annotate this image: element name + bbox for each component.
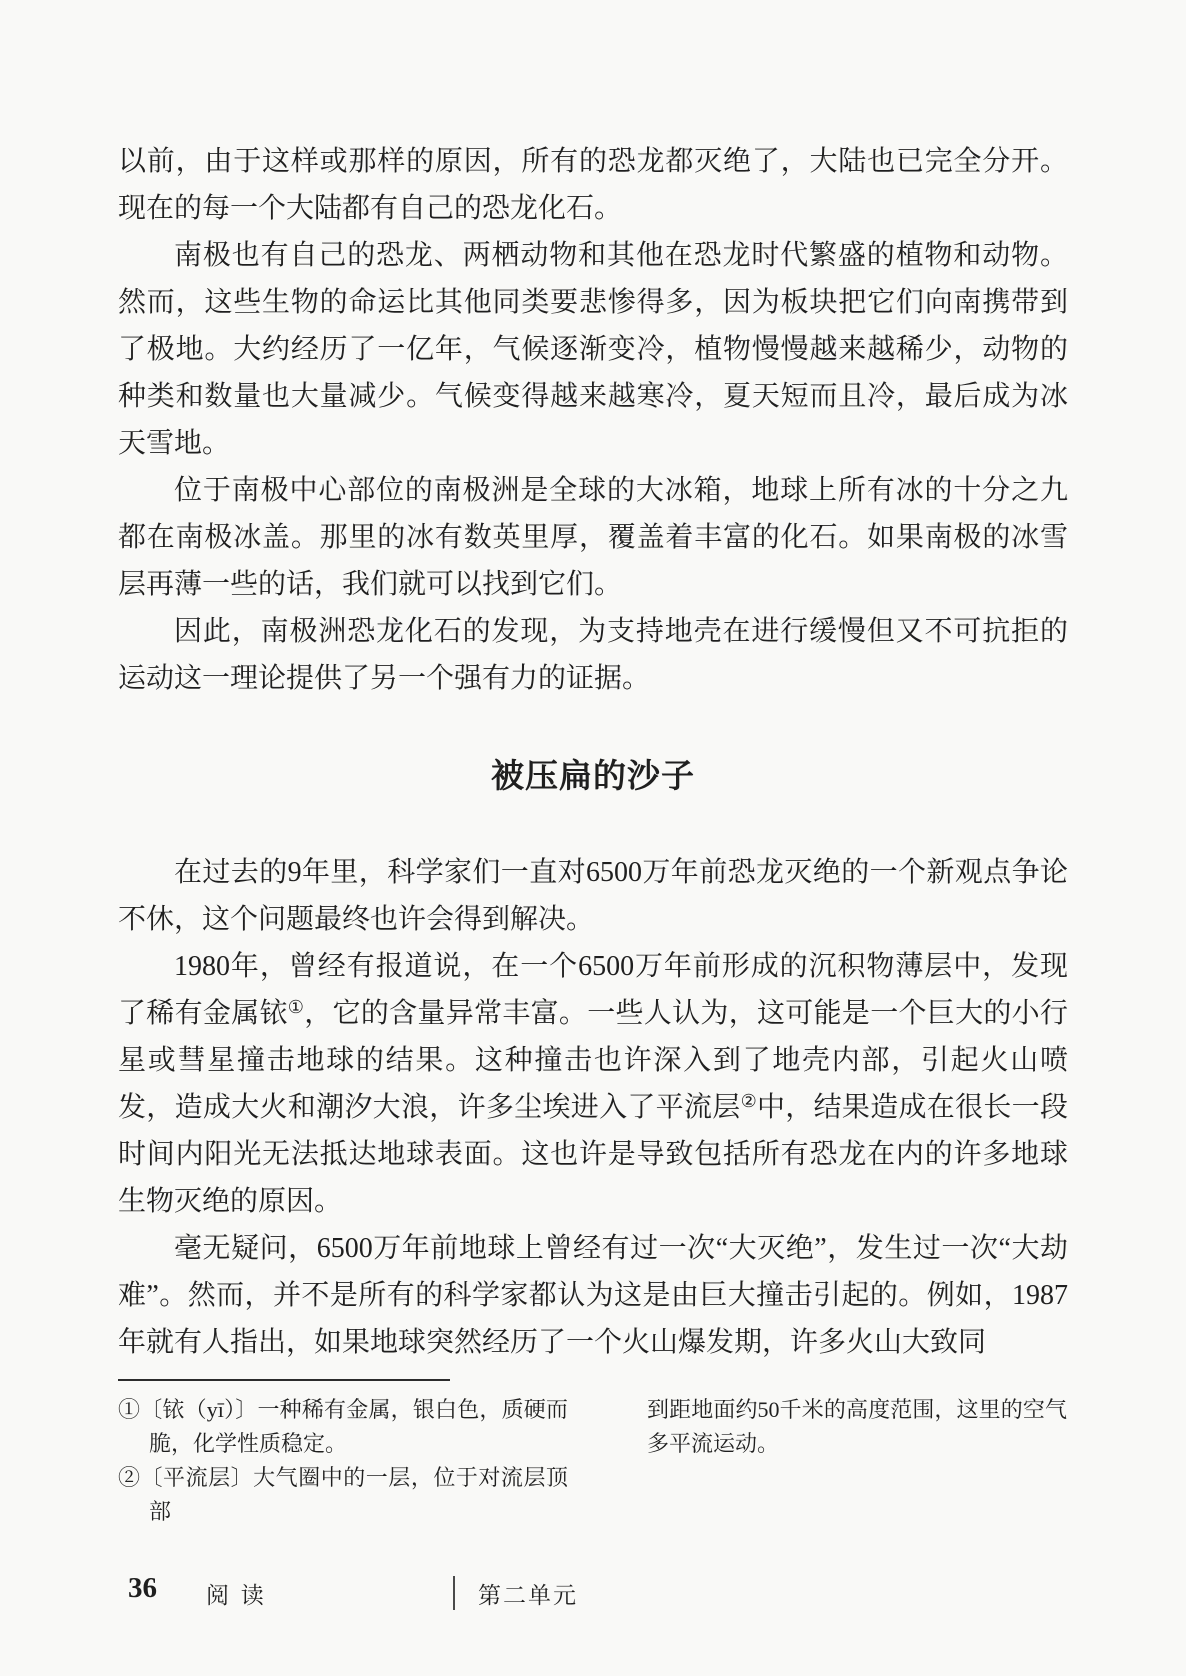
footer-divider xyxy=(453,1576,455,1610)
footer-unit-label: 第二单元 xyxy=(478,1583,578,1608)
footnote-continuation: 到距地面约50千米的高度范围，这里的空气多平流运动。 xyxy=(647,1397,1067,1456)
paragraph-text: 中，结果造成在很长一段时间内阳光无法抵达地球表面。这也许是导致包括所有恐龙在内的许多地球生物灭绝的原因。 xyxy=(118,1092,1068,1217)
paragraph-continuation: 以前，由于这样或那样的原因，所有的恐龙都灭绝了，大陆也已完全分开。现在的每一个大陆都有自己的恐龙化石。 xyxy=(118,146,1068,224)
footnote-ref-1: ① xyxy=(287,997,305,1017)
footnotes-left-column xyxy=(118,1393,568,1529)
footnote-marker-1: ① xyxy=(118,1397,141,1422)
footnotes-area xyxy=(118,1393,1068,1529)
footnote-marker-2: ② xyxy=(118,1465,141,1490)
article-title: 被压扁的沙子 xyxy=(491,757,695,794)
footnote-item xyxy=(118,1393,568,1461)
footnote-text: 〔平流层〕大气圈中的一层，位于对流层顶部 xyxy=(140,1465,568,1524)
paragraph xyxy=(118,943,1068,1225)
paragraph: 位于南极中心部位的南极洲是全球的大冰箱，地球上所有冰的十分之九都在南极冰盖。那里的冰有数英里厚，覆盖着丰富的化石。如果南极的冰雪层再薄一些的话，我们就可以找到它们。 xyxy=(118,475,1068,600)
paragraph: 在过去的9年里，科学家们一直对6500万年前恐龙灭绝的一个新观点争论不休，这个问题最终也许会得到解决。 xyxy=(118,857,1068,935)
footnotes-right-column xyxy=(647,1393,1067,1529)
paragraph-text: ，它的含量异常丰富。一些人认为，这可能是一个巨大的小行星或彗星撞击地球的结果。这种撞击也许深入到了地壳内部，引起火山喷发，造成大火和潮汐大浪，许多尘埃进入了平流层 xyxy=(118,998,1068,1123)
paragraph-text: 1980年，曾经有报道说，在一个6500万年前形成的沉积物薄层中，发现了稀有金属铱 xyxy=(118,951,1068,1029)
paragraph: 毫无疑问，6500万年前地球上曾经有过一次“大灭绝”，发生过一次“大劫难”。然而，并不是所有的科学家都认为这是由巨大撞击引起的。例如，1987年就有人指出，如果地球突然经历了一个火山爆发期，许多火山大致同 xyxy=(118,1233,1068,1358)
page-content xyxy=(118,138,1068,1529)
footnote-ref-2: ② xyxy=(740,1091,757,1111)
page-number: 36 xyxy=(128,1572,157,1604)
paragraph: 南极也有自己的恐龙、两栖动物和其他在恐龙时代繁盛的植物和动物。然而，这些生物的命运比其他同类要悲惨得多，因为板块把它们向南携带到了极地。大约经历了一亿年，气候逐渐变冷，植物慢慢越来越稀少，动物的种类和数量也大量减少。气候变得越来越寒冷，夏天短而且冷，最后成为冰天雪地。 xyxy=(118,240,1068,459)
footnote-item xyxy=(118,1461,568,1529)
footnote-text: 〔铱（yī）〕一种稀有金属，银白色，质硬而脆，化学性质稳定。 xyxy=(140,1397,568,1456)
paragraph: 因此，南极洲恐龙化石的发现，为支持地壳在进行缓慢但又不可抗拒的运动这一理论提供了另一个强有力的证据。 xyxy=(118,616,1068,694)
footnote-separator xyxy=(118,1379,450,1381)
page-footer xyxy=(118,1570,1068,1616)
footer-section-label: 阅 读 xyxy=(206,1583,267,1608)
